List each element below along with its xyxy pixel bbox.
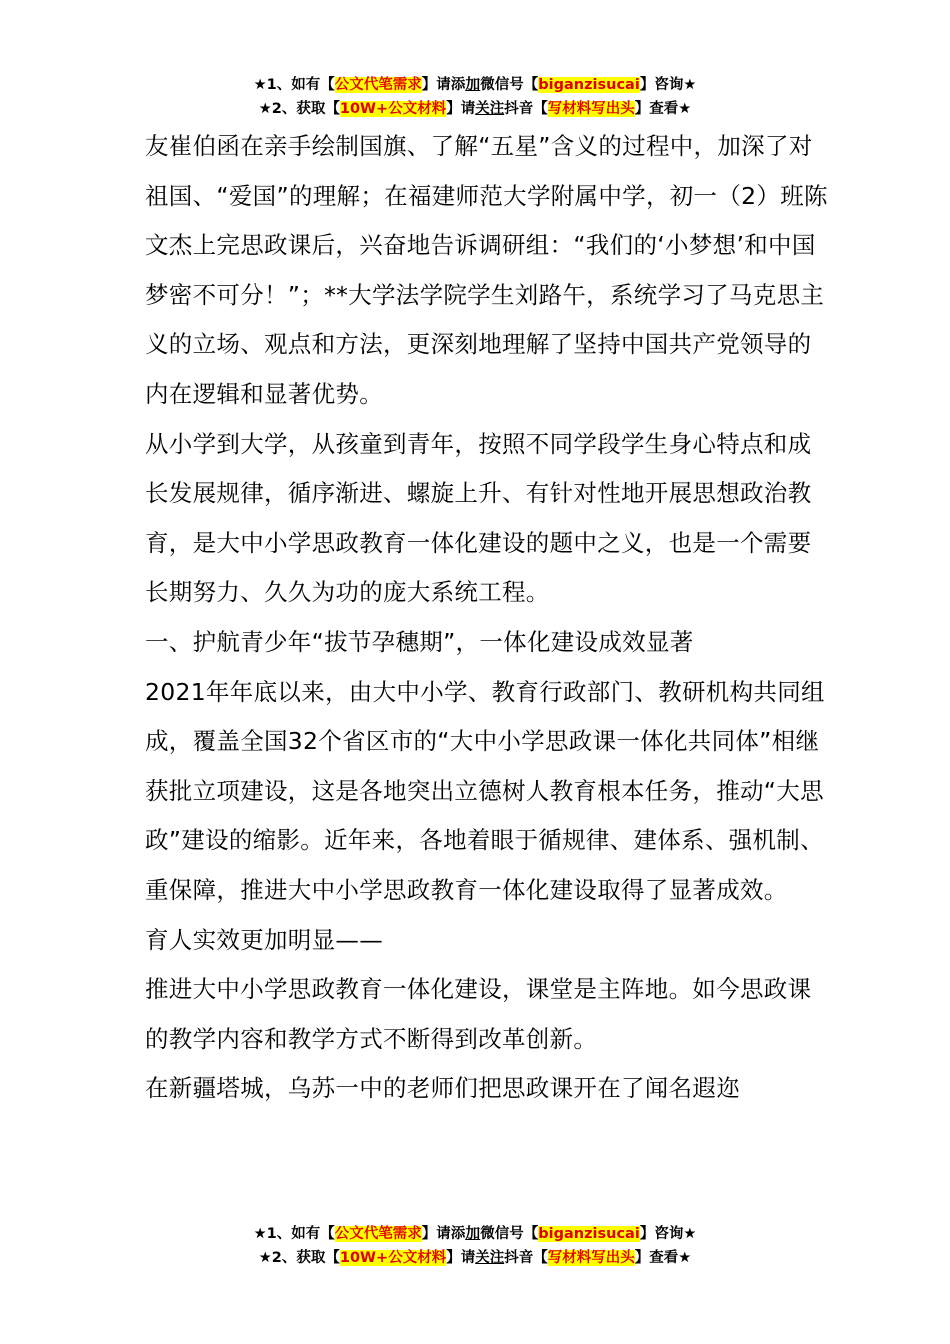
footer-line-1-text-2: 微信号【: [480, 1226, 539, 1242]
header-line-1-text: 】请添: [421, 77, 466, 93]
footer-line-2-prefix: ★2、获取【: [258, 1250, 340, 1266]
footer-line-2-text: 】请: [446, 1250, 476, 1266]
header-line-1-prefix: ★1、如有【: [253, 77, 335, 93]
header-line-1: [0, 72, 950, 97]
section-heading: 一、护航青少年“拔节孕穗期”，一体化建设成效显著: [145, 627, 694, 656]
header-line-2-text-2: 抖音【: [504, 101, 548, 117]
header-line-1-text-2: 微信号【: [480, 77, 539, 93]
footer-line-1: [0, 1221, 950, 1246]
footer-highlight-service: 公文代笔需求: [334, 1226, 422, 1242]
document-body: [145, 122, 835, 1114]
paragraph: 在新疆塔城，乌苏一中的老师们把思政课开在了闻名遐迩: [145, 1074, 740, 1103]
paragraph: 从小学到大学，从孩童到青年，按照不同学段学生身心特点和成长发展规律，循序渐进、螺旋上升、有针对性地开展思想政治教育，是大中小学思政教育一体化建设的题中之义，也是一个需要长期努力、久久为功的庞大系统工程。: [145, 429, 812, 607]
paragraph: 2021年年底以来，由大中小学、教育行政部门、教研机构共同组成，覆盖全国32个省区市的“大中小学思政课一体化共同体”相继获批立项建设，这是各地突出立德树人教育根本任务，推动“大思政”建设的缩影。近年来，各地着眼于循规律、建体系、强机制、重保障，推进大中小学思政教育一体化建设取得了显著成效。: [145, 677, 825, 904]
paragraph: 友崔伯函在亲手绘制国旗、了解“五星”含义的过程中，加深了对祖国、“爱国”的理解；在福建师范大学附属中学，初一（2）班陈文杰上完思政课后，兴奋地告诉调研组：“我们的‘小梦想’和中国梦密不可分！”；**大学法学院学生刘路午，系统学习了马克思主义的立场、观点和方法，更深刻地理解了坚持中国共产党领导的内在逻辑和显著优势。: [145, 132, 828, 408]
header-line-2-text: 】请: [446, 101, 476, 117]
footer-line-1-emph: 加: [465, 1224, 481, 1242]
footer-highlight-wechat: biganzisucai: [538, 1226, 640, 1242]
footer-banner: [0, 1221, 950, 1270]
header-highlight-service: 公文代笔需求: [334, 77, 422, 93]
header-line-2-prefix: ★2、获取【: [258, 101, 340, 117]
footer-line-2-suffix: 】查看★: [634, 1250, 692, 1266]
header-line-2-emph: 关注: [475, 101, 505, 117]
footer-highlight-materials: 10W+公文材料: [339, 1250, 447, 1266]
header-line-1-suffix: 】咨询★: [639, 77, 697, 93]
paragraph: 推进大中小学思政教育一体化建设，课堂是主阵地。如今思政课的教学内容和教学方式不断得到改革创新。: [145, 975, 812, 1053]
subheading: 育人实效更加明显——: [145, 925, 383, 954]
footer-line-1-suffix: 】咨询★: [639, 1226, 697, 1242]
header-highlight-wechat: biganzisucai: [538, 77, 640, 93]
header-line-2-suffix: 】查看★: [634, 101, 692, 117]
footer-line-1-prefix: ★1、如有【: [253, 1226, 335, 1242]
footer-line-2-text-2: 抖音【: [504, 1250, 548, 1266]
footer-line-2: [0, 1246, 950, 1270]
footer-line-1-text: 】请添: [421, 1226, 466, 1242]
header-highlight-materials: 10W+公文材料: [339, 101, 447, 117]
header-highlight-douyin: 写材料写出头: [547, 101, 635, 117]
header-banner: [0, 72, 950, 121]
header-line-1-emph: 加: [465, 75, 481, 93]
header-line-2: [0, 97, 950, 121]
footer-line-2-emph: 关注: [475, 1250, 505, 1266]
footer-highlight-douyin: 写材料写出头: [547, 1250, 635, 1266]
